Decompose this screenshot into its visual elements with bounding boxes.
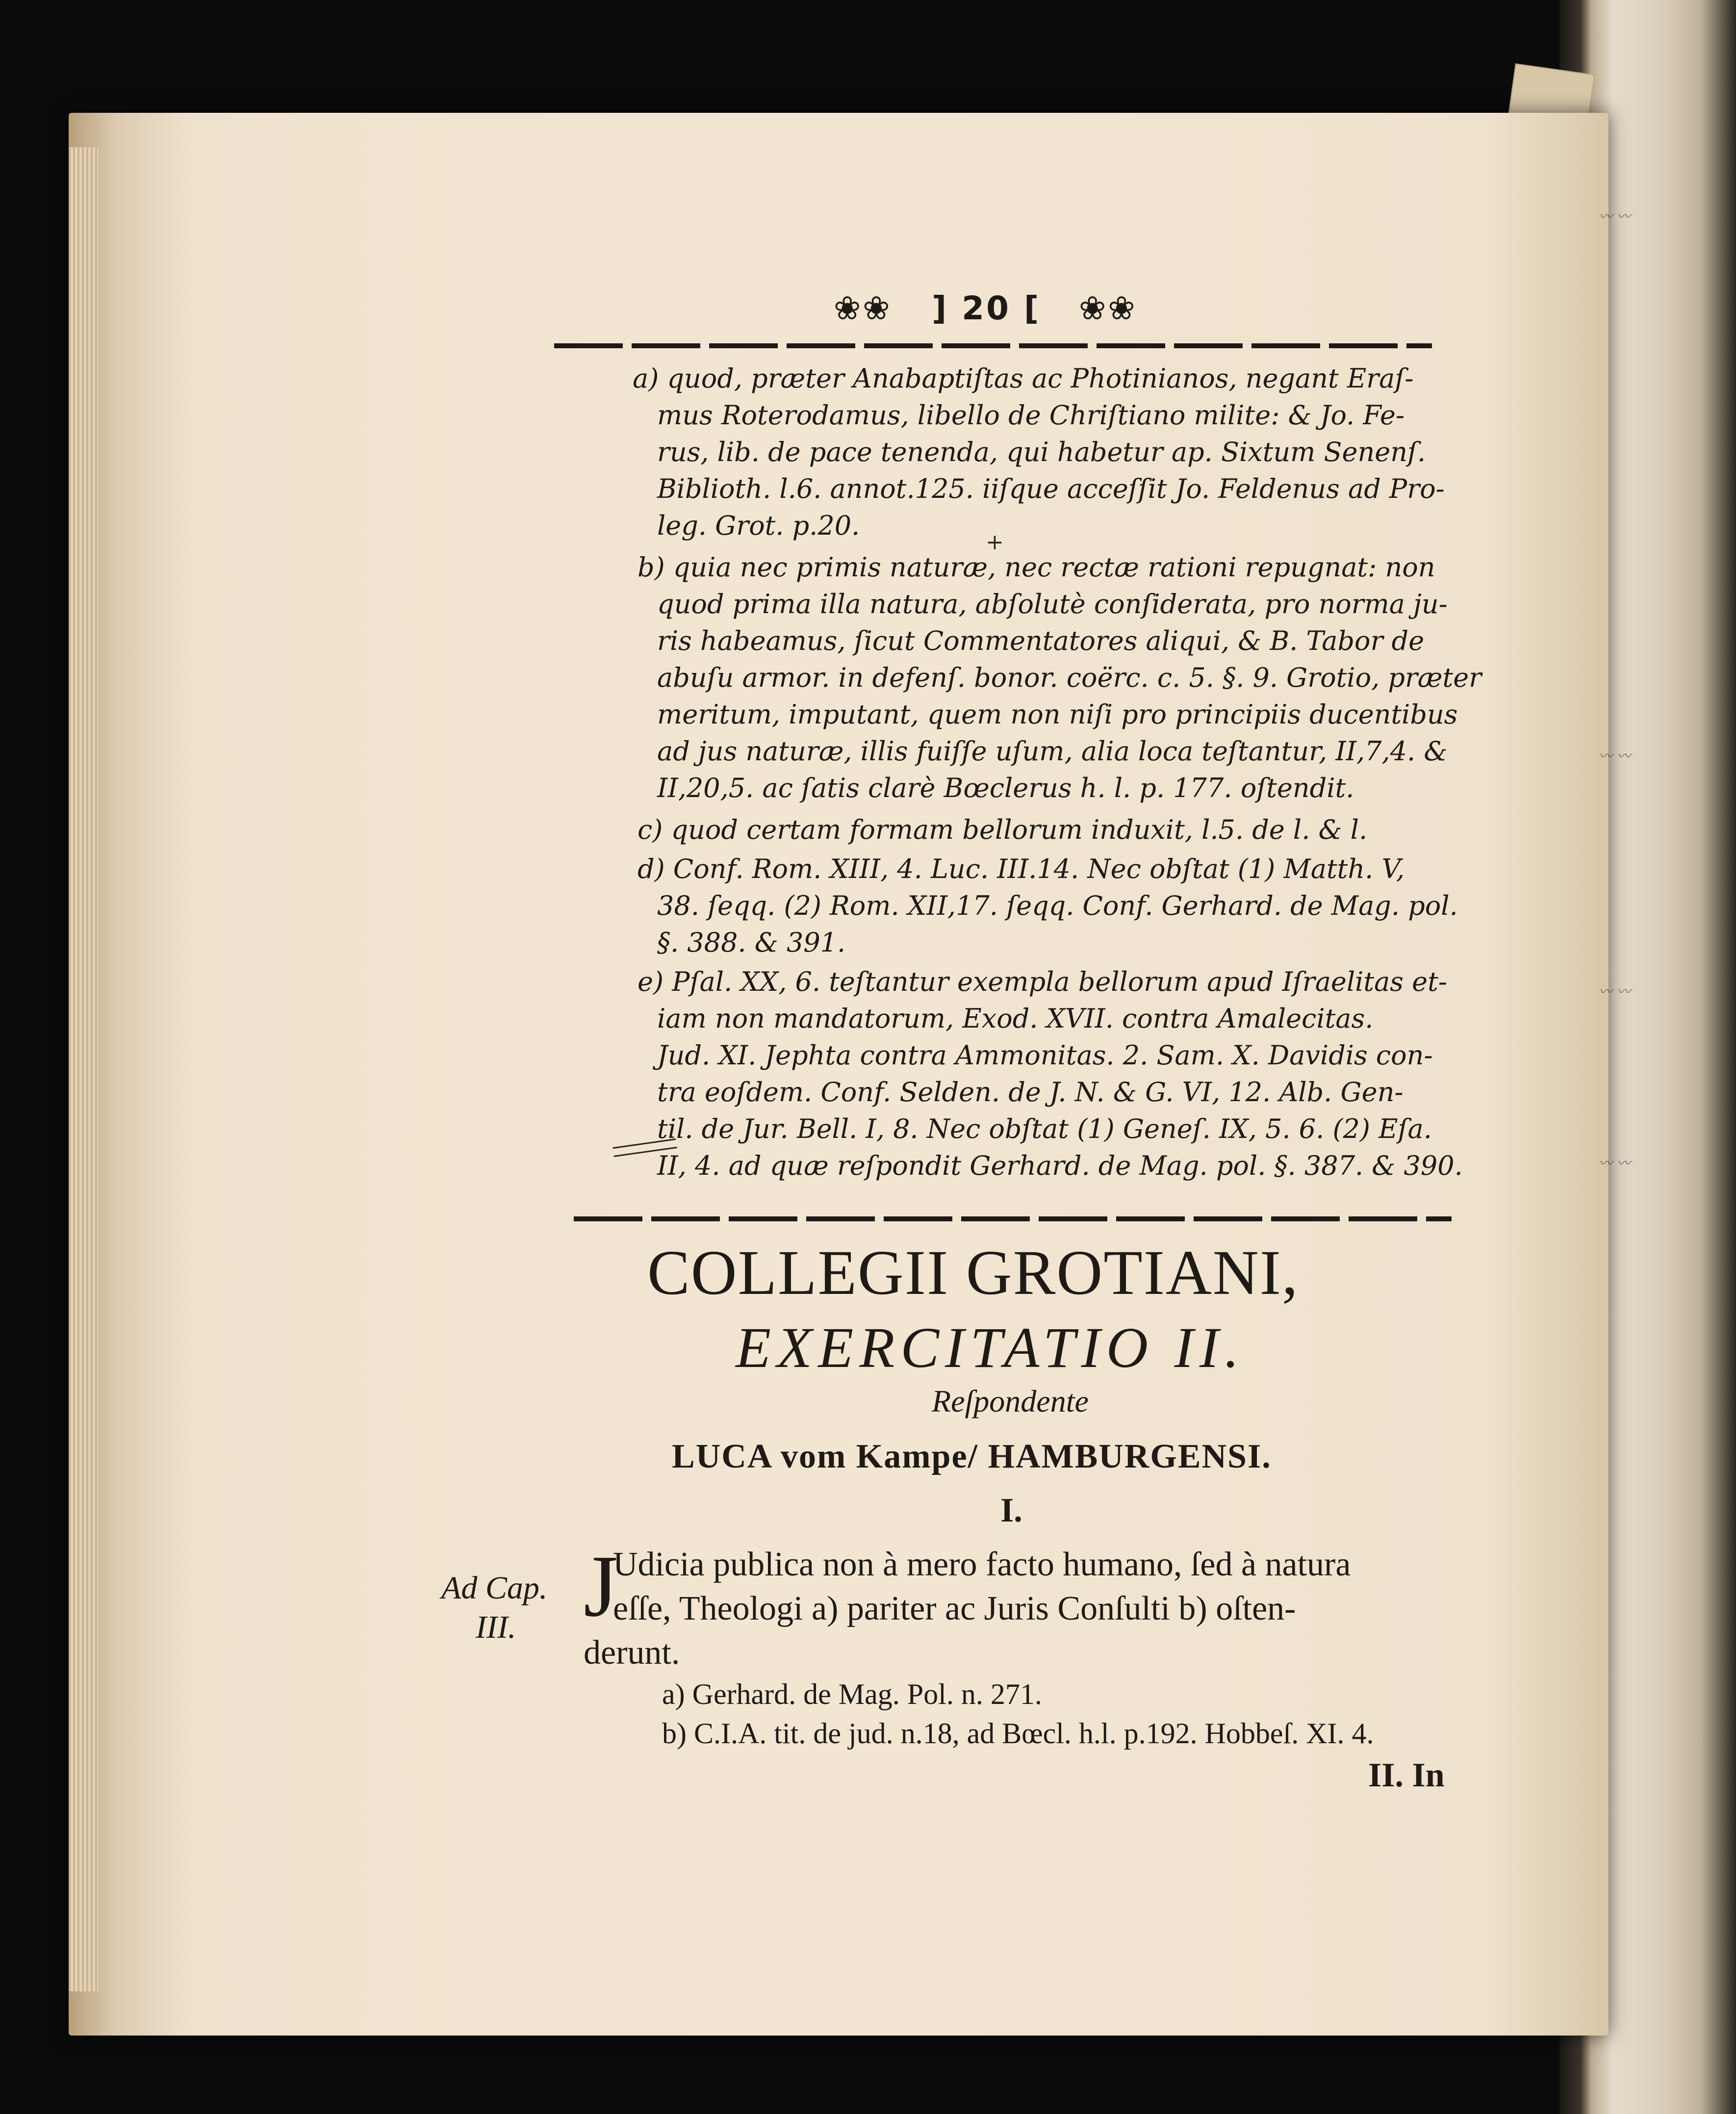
footnote-line: b) quia nec primis naturæ, nec rectæ rationi repugnat: non xyxy=(638,552,1435,583)
footnote-line: 38. ſeqq. (2) Rom. XII,17. ſeqq. Conf. Gerhard. de Mag. pol. xyxy=(657,890,1458,921)
drop-cap-initial: J xyxy=(584,1537,618,1635)
pen-cross-mark: + xyxy=(986,530,1004,555)
section-rule xyxy=(574,1216,1452,1221)
footnote-line: II,20,5. ac ſatis clarè Bœclerus h. l. p. 177. oſtendit. xyxy=(657,773,1354,803)
body-footnote: b) C.I.A. tit. de jud. n.18, ad Bœcl. h.l. p.192. Hobbeſ. XI. 4. xyxy=(662,1717,1374,1750)
header-ornament-right: ❀❀ xyxy=(1079,289,1137,327)
margin-note: III. xyxy=(476,1609,516,1645)
handwritten-marginalia: 〰︎ 〰︎ xyxy=(1599,983,1631,1000)
footnote-line: ris habeamus, ſicut Commentatores aliqui, & B. Tabor de xyxy=(657,625,1425,656)
body-footnote: a) Gerhard. de Mag. Pol. n. 271. xyxy=(662,1678,1042,1710)
section-number: I. xyxy=(1000,1492,1022,1529)
exercise-subtitle: EXERCITATIO II. xyxy=(736,1315,1245,1380)
body-line: derunt. xyxy=(584,1634,680,1672)
footnote-line: leg. Grot. p.20. xyxy=(657,510,860,541)
footnote-line: ad jus naturæ, illis fuiſſe uſum, alia loca teſtantur, II,7,4. & xyxy=(657,736,1448,767)
footnote-line: rus, lib. de pace tenenda, qui habetur ap. Sixtum Senenſ. xyxy=(657,437,1426,467)
footnote-line: abuſu armor. in defenſ. bonor. coërc. c. 5. §. 9. Grotio, præter xyxy=(657,662,1482,693)
footnote-line: Biblioth. l.6. annot.125. iiſque acceſſit Jo. Feldenus ad Pro- xyxy=(657,473,1445,504)
footnote-line: meritum, imputant, quem non niſi pro principiis ducentibus xyxy=(657,699,1458,730)
footnote-line: d) Conf. Rom. XIII, 4. Luc. III.14. Nec obſtat (1) Matth. V, xyxy=(638,853,1405,884)
exercise-title: COLLEGII GROTIANI, xyxy=(647,1237,1299,1308)
catchword: II. In xyxy=(1368,1756,1445,1794)
footnote-line: II, 4. ad quæ reſpondit Gerhard. de Mag. pol. §. 387. & 390. xyxy=(657,1150,1463,1181)
margin-note: Ad Cap. xyxy=(441,1570,548,1606)
body-line: eſſe, Theologi a) pariter ac Juris Conſulti b) oſten- xyxy=(613,1590,1296,1627)
footnote-line: e) Pſal. XX, 6. teſtantur exempla bellorum apud Iſraelitas et- xyxy=(638,966,1448,997)
footnote-line: til. de Jur. Bell. I, 8. Nec obſtat (1) Geneſ. IX, 5. 6. (2) Eſa. xyxy=(657,1113,1432,1144)
footnote-line: tra eoſdem. Conf. Selden. de J. N. & G. VI, 12. Alb. Gen- xyxy=(657,1077,1404,1108)
body-line: Udicia publica non à mero facto humano, ſed à natura xyxy=(613,1546,1351,1583)
handwritten-marginalia: 〰︎ 〰︎ xyxy=(1599,748,1631,764)
respondent-name: LUCA vom Kampe/ HAMBURGENSI. xyxy=(672,1438,1272,1475)
footnote-line: Jud. XI. Jephta contra Ammonitas. 2. Sam. X. Davidis con- xyxy=(657,1040,1433,1071)
footnote-line: a) quod, præter Anabaptiſtas ac Photinianos, negant Eraſ- xyxy=(633,363,1414,394)
handwritten-marginalia: 〰︎ 〰︎ xyxy=(1599,1155,1631,1171)
handwritten-marginalia: 〰︎ 〰︎ xyxy=(1599,208,1631,225)
footnote-line: mus Roterodamus, libello de Chriſtiano milite: & Jo. Fe- xyxy=(657,400,1405,431)
footnote-line: iam non mandatorum, Exod. XVII. contra Amalecitas. xyxy=(657,1003,1374,1034)
page-number: ] 20 [ xyxy=(932,289,1041,327)
respondente-label: Reſpondente xyxy=(932,1384,1089,1418)
header-rule xyxy=(554,343,1432,348)
page-edges xyxy=(69,147,98,1991)
footnote-line: §. 388. & 391. xyxy=(657,927,846,958)
footnote-line: c) quod certam formam bellorum induxit, l.5. de l. & l. xyxy=(638,814,1368,845)
footnote-line: quod prima illa natura, abſolutè conſiderata, pro norma ju- xyxy=(657,589,1448,619)
header-ornament-left: ❀❀ xyxy=(834,289,892,327)
